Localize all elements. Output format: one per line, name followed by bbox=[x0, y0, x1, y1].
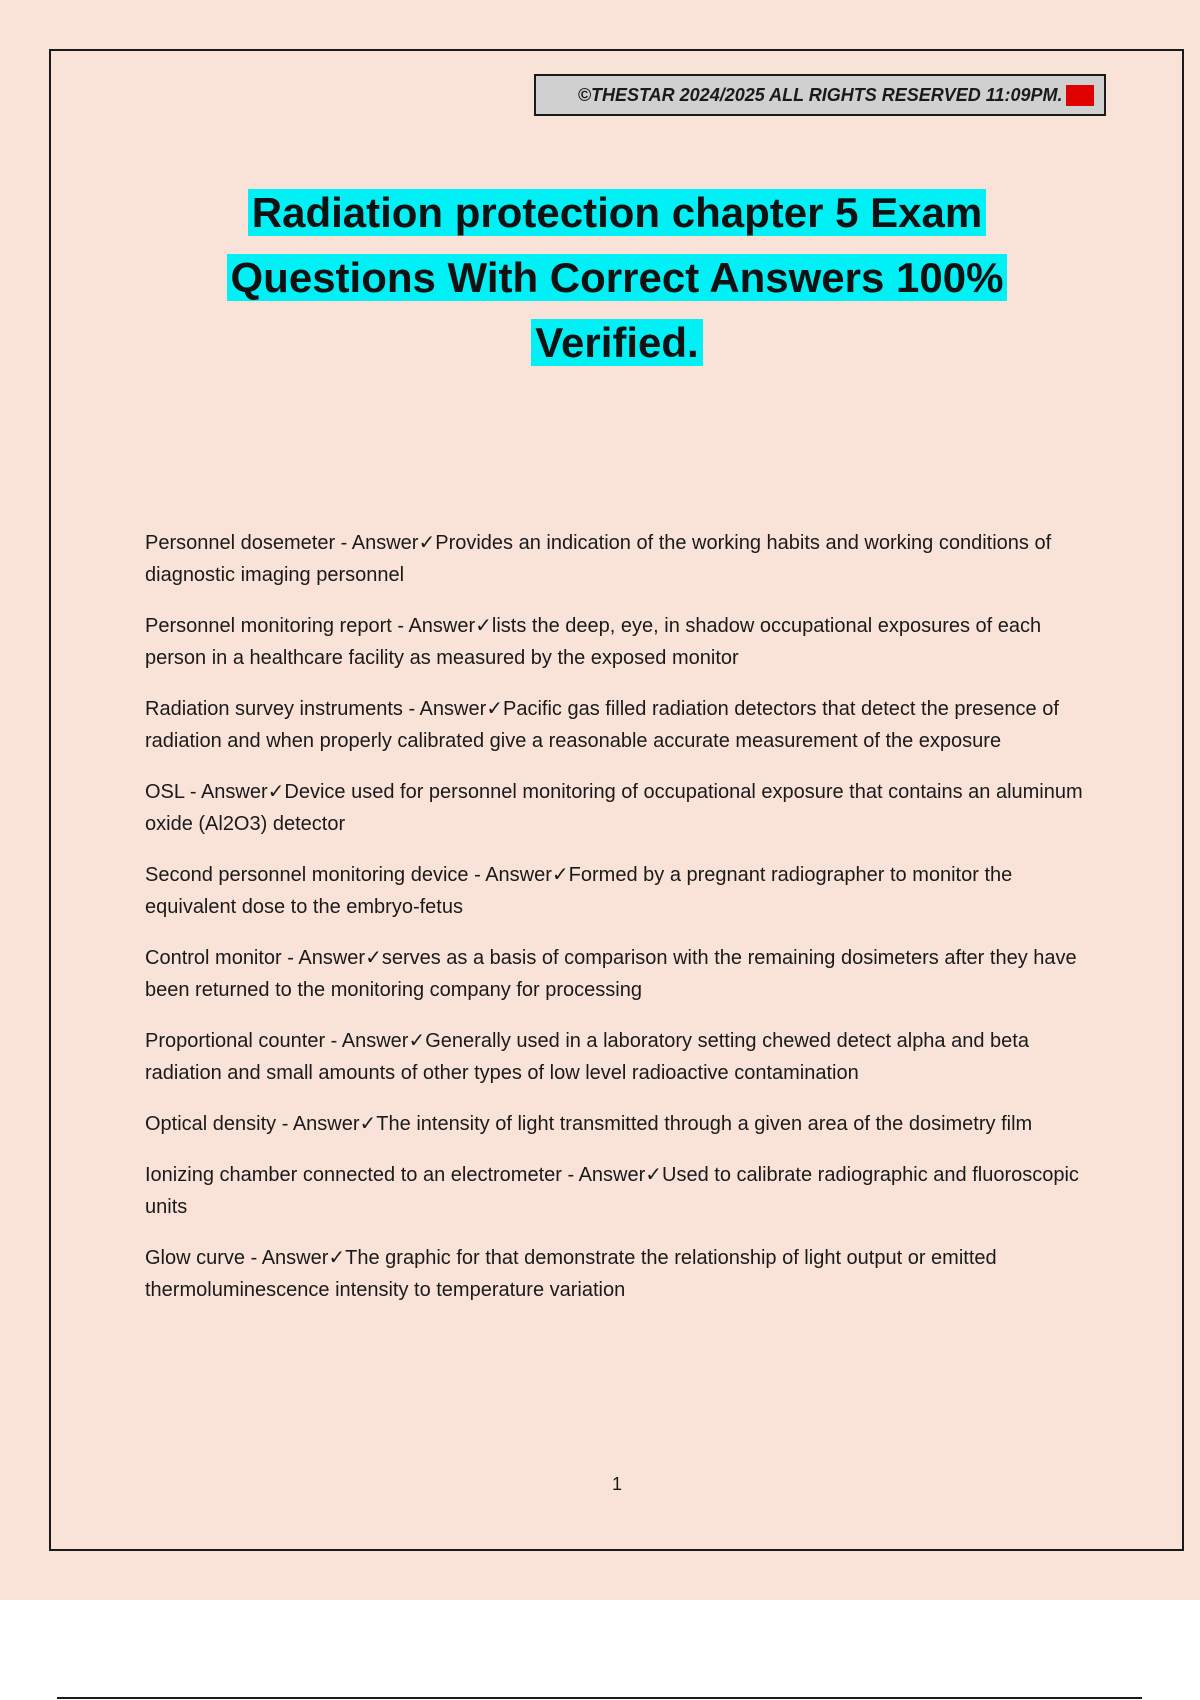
answer-label: - Answer bbox=[468, 864, 552, 886]
qa-term: Second personnel monitoring device bbox=[145, 864, 469, 886]
title-line: Verified. bbox=[531, 319, 702, 366]
qa-item bbox=[145, 859, 1095, 923]
answer-label: - Answer bbox=[276, 1113, 360, 1135]
qa-term: Personnel monitoring report bbox=[145, 615, 392, 637]
qa-item bbox=[145, 1108, 1095, 1140]
qa-answer: lists the deep, eye, in shadow occupational exposures of each person in a healthcare facility as measured by the exposed monitor bbox=[145, 615, 1042, 669]
qa-item bbox=[145, 1242, 1095, 1306]
qa-item bbox=[145, 527, 1095, 591]
copyright-text: ©THESTAR 2024/2025 ALL RIGHTS RESERVED 11:09PM. bbox=[577, 84, 1063, 105]
qa-answer: Formed by a pregnant radiographer to monitor the equivalent dose to the embryo-fetus bbox=[145, 864, 1013, 918]
qa-item bbox=[145, 942, 1095, 1006]
check-icon: ✓ bbox=[645, 1164, 663, 1186]
page-number: 1 bbox=[611, 1474, 622, 1494]
qa-term: OSL bbox=[145, 781, 185, 803]
title-line: Questions With Correct Answers 100% bbox=[227, 254, 1008, 301]
answer-label: - Answer bbox=[391, 615, 476, 637]
divider bbox=[57, 1697, 1142, 1699]
qa-answer: The graphic for that demonstrate the relationship of light output or emitted thermoluminescence intensity to temperature variation bbox=[145, 1247, 997, 1301]
qa-term: Personnel dosemeter bbox=[145, 532, 336, 554]
qa-item bbox=[145, 1025, 1095, 1089]
check-icon: ✓ bbox=[408, 1030, 426, 1052]
qa-item bbox=[145, 693, 1095, 757]
qa-answer: Used to calibrate radiographic and fluoroscopic units bbox=[145, 1164, 1079, 1218]
copyright-banner bbox=[534, 74, 1106, 116]
check-icon: ✓ bbox=[328, 1247, 346, 1269]
answer-label: - Answer bbox=[245, 1247, 329, 1269]
qa-term: Optical density bbox=[145, 1113, 277, 1135]
qa-answer: Pacific gas filled radiation detectors that detect the presence of radiation and when properly calibrated give a reasonable accurate measurement of the exposure bbox=[145, 698, 1059, 752]
check-icon: ✓ bbox=[551, 864, 569, 886]
qa-term: Ionizing chamber connected to an electrometer bbox=[145, 1164, 562, 1186]
qa-item bbox=[145, 1159, 1095, 1223]
check-icon: ✓ bbox=[475, 615, 492, 637]
qa-list bbox=[145, 527, 1095, 1325]
answer-label: - Answer bbox=[335, 532, 419, 554]
qa-answer: The intensity of light transmitted through a given area of the dosimetry film bbox=[376, 1113, 1033, 1135]
qa-term: Control monitor bbox=[145, 947, 282, 969]
check-icon: ✓ bbox=[418, 532, 436, 554]
check-icon: ✓ bbox=[267, 781, 285, 803]
check-icon: ✓ bbox=[359, 1113, 377, 1135]
qa-item bbox=[145, 610, 1095, 674]
check-icon: ✓ bbox=[486, 698, 504, 720]
document-title bbox=[130, 180, 1104, 375]
answer-label: - Answer bbox=[281, 947, 366, 969]
qa-item bbox=[145, 776, 1095, 840]
qa-term: Radiation survey instruments bbox=[145, 698, 403, 720]
qa-answer: Device used for personnel monitoring of occupational exposure that contains an aluminum oxide (Al2O3) detector bbox=[145, 781, 1083, 835]
qa-term: Glow curve bbox=[145, 1247, 246, 1269]
answer-label: - Answer bbox=[402, 698, 487, 720]
qa-answer: Generally used in a laboratory setting chewed detect alpha and beta radiation and small amounts of other types of low level radioactive contamination bbox=[145, 1030, 1029, 1084]
title-line: Radiation protection chapter 5 Exam bbox=[248, 189, 987, 236]
check-icon: ✓ bbox=[365, 947, 382, 969]
answer-label: - Answer bbox=[184, 781, 268, 803]
grade-badge: A+ bbox=[1068, 84, 1092, 105]
qa-answer: serves as a basis of comparison with the remaining dosimeters after they have been returned to the monitoring company for processing bbox=[145, 947, 1077, 1001]
qa-answer: Provides an indication of the working habits and working conditions of diagnostic imaging personnel bbox=[145, 532, 1052, 586]
qa-term: Proportional counter bbox=[145, 1030, 326, 1052]
answer-label: - Answer bbox=[561, 1164, 646, 1186]
answer-label: - Answer bbox=[325, 1030, 409, 1052]
